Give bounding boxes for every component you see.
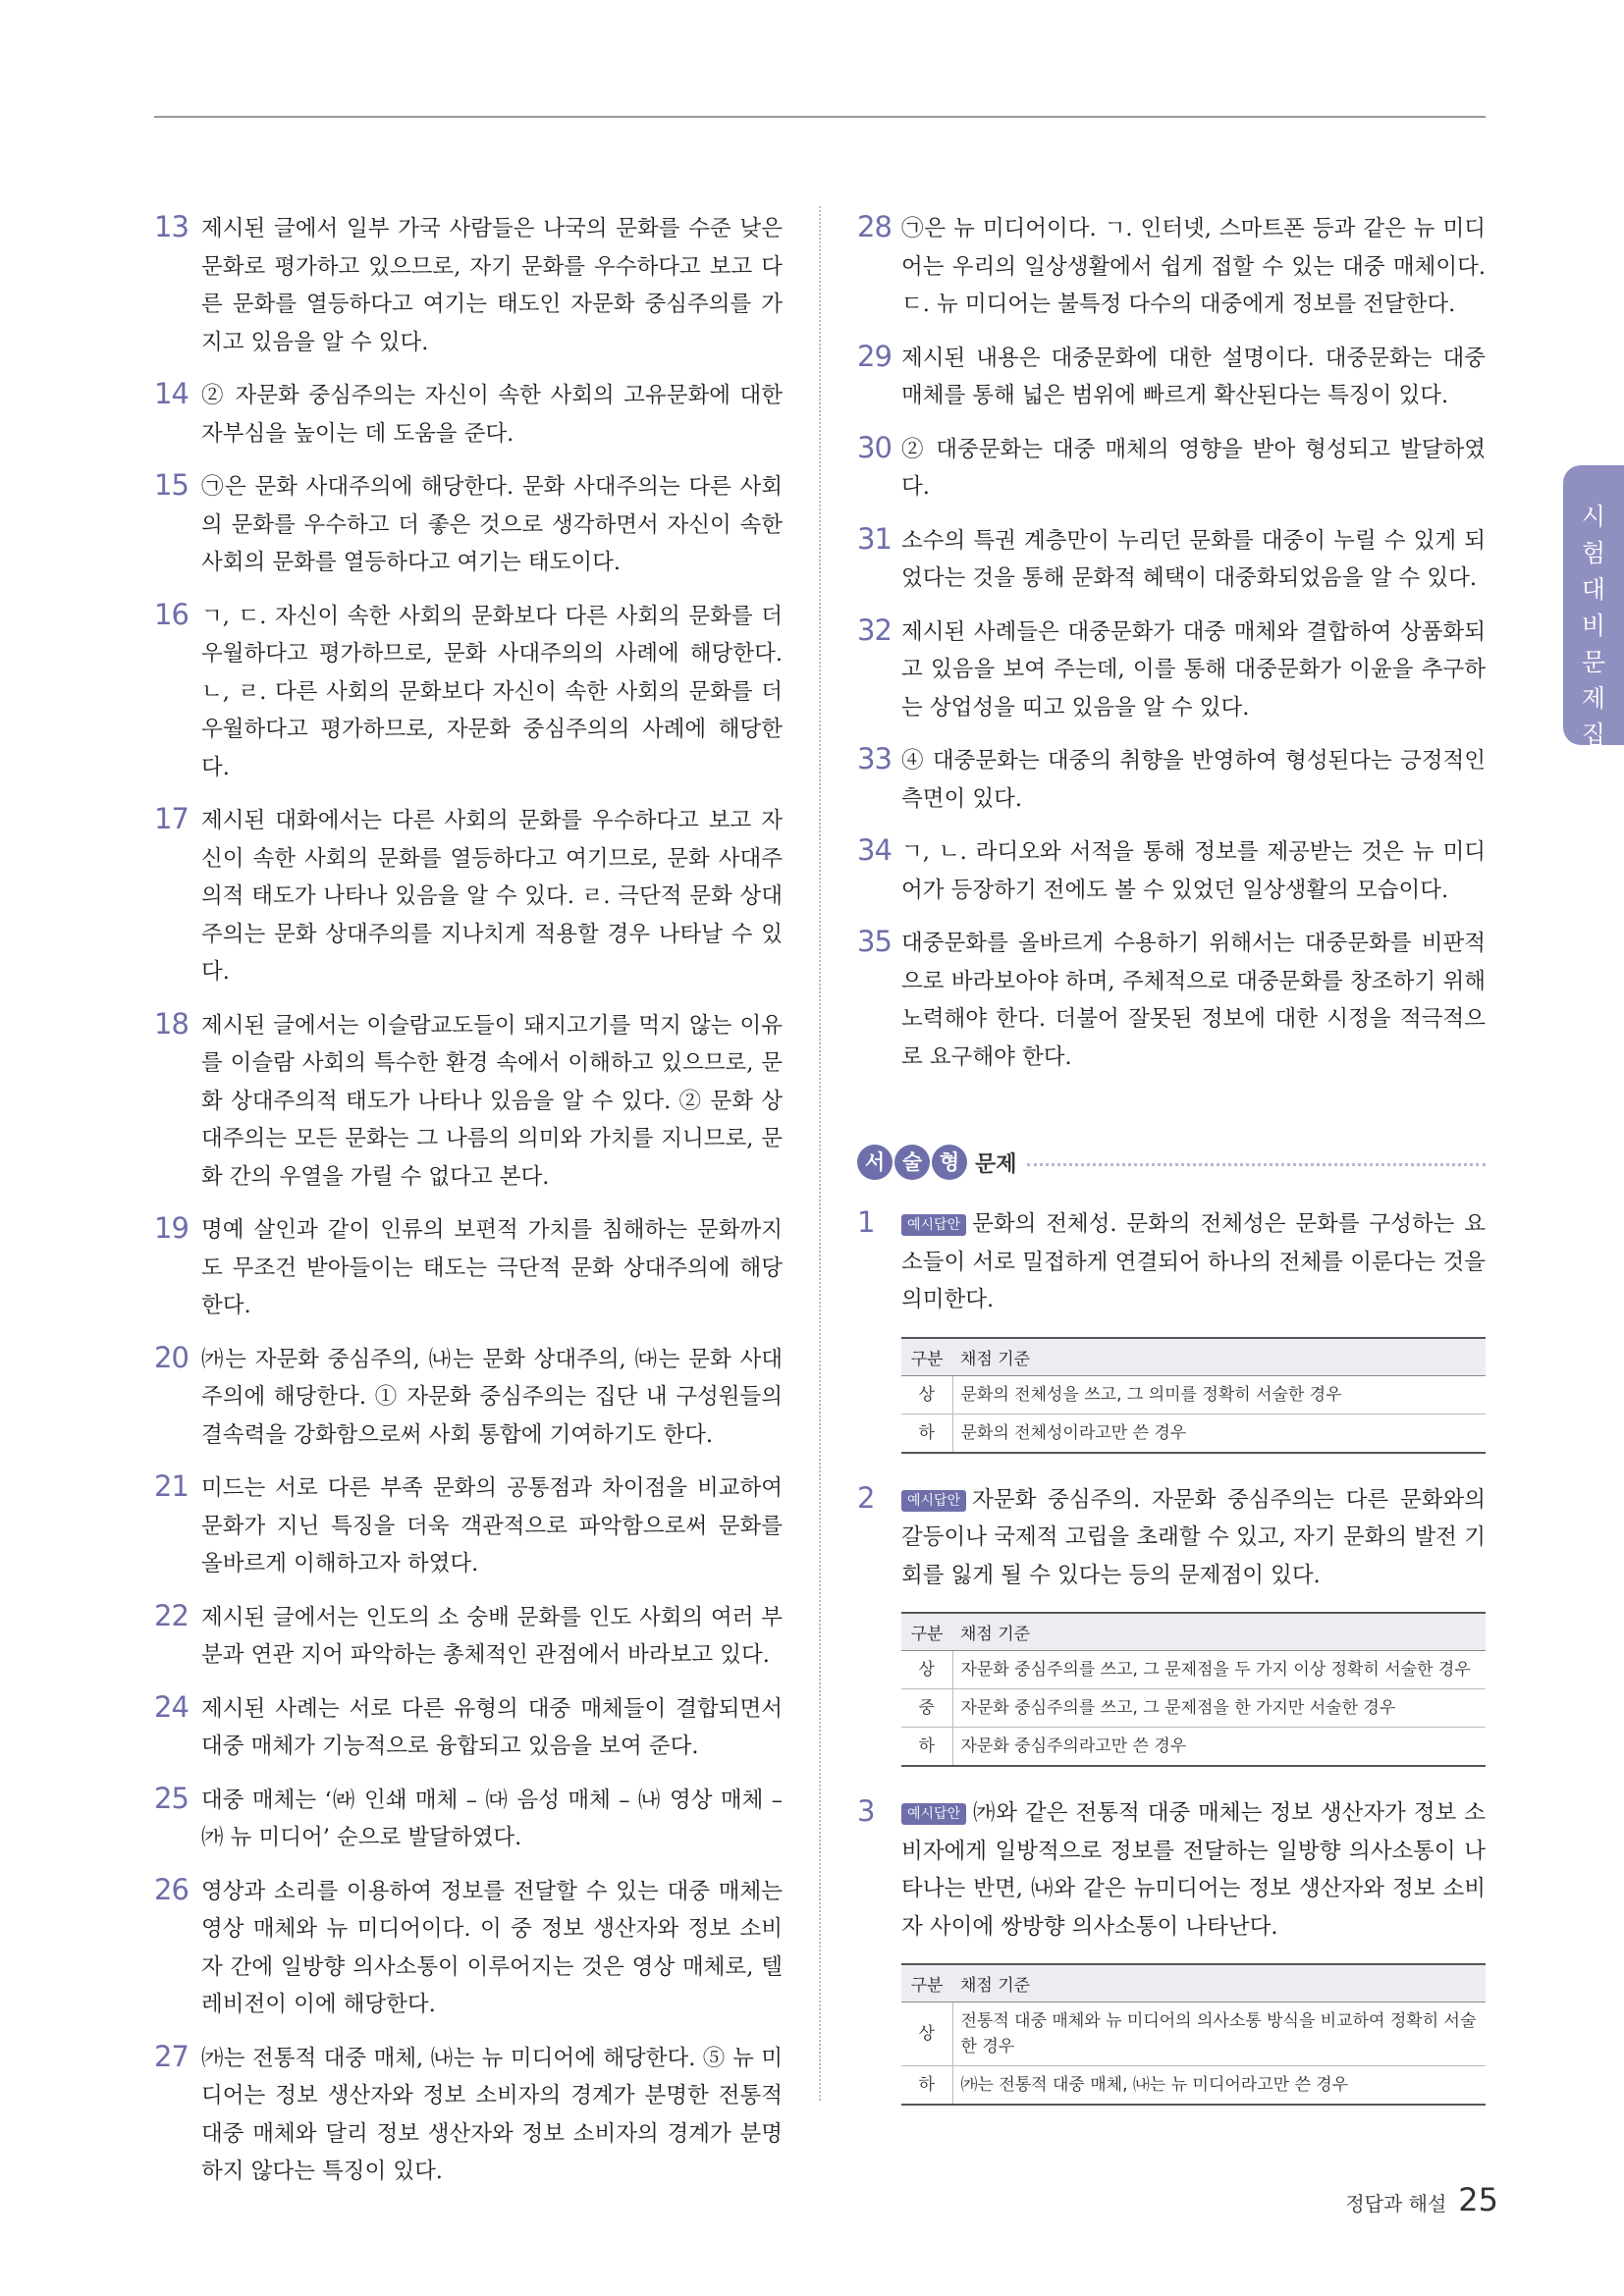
question-25	[154, 1782, 783, 1857]
table-row	[901, 1375, 1486, 1414]
question-text: 제시된 사례는 서로 다른 유형의 대중 매체들이 결합되면서 대중 매체가 기능적으로 융합되고 있음을 보여 준다.	[201, 1695, 783, 1759]
question-24	[154, 1690, 783, 1766]
question-number: 28	[857, 210, 892, 243]
question-text: 제시된 내용은 대중문화에 대한 설명이다. 대중문화는 대중 매체를 통해 넓은 범위에 빠르게 확산된다는 특징이 있다.	[901, 345, 1486, 408]
question-19	[154, 1211, 783, 1325]
question-text: 제시된 글에서는 인도의 소 숭배 문화를 인도 사회의 여러 부분과 연관 지어 파악하는 총체적인 관점에서 바라보고 있다.	[201, 1604, 783, 1668]
question-text: ② 대중문화는 대중 매체의 영향을 받아 형성되고 발달하였다.	[901, 436, 1486, 500]
question-number: 27	[154, 2039, 189, 2073]
header-grade: 구분	[901, 1338, 952, 1376]
sample-answer-tag: 예시답안	[901, 1214, 966, 1236]
header-criteria: 채점 기준	[952, 1964, 1486, 2002]
table-header-row	[901, 1338, 1486, 1376]
essay-answer: ㈎와 같은 전통적 대중 매체는 정보 생산자가 정보 소비자에게 일방적으로 정보를 전달하는 일방향 의사소통이 나타나는 반면, ㈏와 같은 뉴미디어는 정보 생산자와 정보 소비자 사이에 쌍방향 의사소통이 나타난다.	[901, 1800, 1486, 1940]
essay-section-header	[857, 1145, 1486, 1180]
table-row	[901, 1689, 1486, 1728]
question-text: 미드는 서로 다른 부족 문화의 공통점과 차이점을 비교하여 문화가 지닌 특징을 더욱 객관적으로 파악함으로써 문화를 올바르게 이해하고자 하였다.	[201, 1475, 783, 1576]
badge-char: 형	[932, 1145, 967, 1180]
question-number: 30	[857, 430, 892, 464]
grading-table-1	[901, 1337, 1486, 1454]
question-13	[154, 210, 783, 361]
question-number: 20	[154, 1340, 189, 1374]
essay-number: 1	[857, 1205, 876, 1239]
sample-answer-tag: 예시답안	[901, 1490, 966, 1512]
question-16	[154, 598, 783, 787]
table-row	[901, 1728, 1486, 1767]
question-text: ㈎는 전통적 대중 매체, ㈏는 뉴 미디어에 해당한다. ⑤ 뉴 미디어는 정보 생산자와 정보 소비자의 경계가 분명한 전통적 대중 매체와 달리 정보 생산자와 정보 소비자의 경계가 분명하지 않다는 특징이 있다.	[201, 2045, 783, 2184]
header-grade: 구분	[901, 1964, 952, 2002]
table-row	[901, 2002, 1486, 2066]
question-number: 32	[857, 613, 892, 647]
question-text: ㄱ, ㄴ. 라디오와 서적을 통해 정보를 제공받는 것은 뉴 미디어가 등장하기 전에도 볼 수 있었던 일상생활의 모습이다.	[901, 839, 1486, 903]
question-31	[857, 522, 1486, 598]
question-30	[857, 431, 1486, 507]
question-14	[154, 377, 783, 453]
question-number: 18	[154, 1006, 189, 1041]
criteria-cell: 문화의 전체성을 쓰고, 그 의미를 정확히 서술한 경우	[952, 1375, 1486, 1414]
header-grade: 구분	[901, 1613, 952, 1651]
question-29	[857, 340, 1486, 415]
grade-cell: 하	[901, 2066, 952, 2106]
page-footer	[1345, 2181, 1498, 2218]
question-text: 제시된 글에서 일부 가국 사람들은 나국의 문화를 수준 낮은 문화로 평가하고 있으므로, 자기 문화를 우수하다고 보고 다른 문화를 열등하다고 여기는 태도인 자문화 중심주의를 가지고 있음을 알 수 있다.	[201, 216, 783, 355]
essay-number: 2	[857, 1480, 876, 1515]
question-number: 14	[154, 377, 189, 410]
question-number: 34	[857, 833, 892, 867]
question-text: 소수의 특권 계층만이 누리던 문화를 대중이 누릴 수 있게 되었다는 것을 통해 문화적 혜택이 대중화되었음을 알 수 있다.	[901, 527, 1486, 591]
question-number: 29	[857, 339, 892, 373]
question-22	[154, 1599, 783, 1675]
essay-badge	[857, 1145, 967, 1180]
question-number: 35	[857, 925, 892, 958]
question-20	[154, 1341, 783, 1455]
essay-item-2	[857, 1481, 1486, 1595]
grade-cell: 중	[901, 1689, 952, 1728]
criteria-cell: 자문화 중심주의를 쓰고, 그 문제점을 한 가지만 서술한 경우	[952, 1689, 1486, 1728]
question-text: 대중문화를 올바르게 수용하기 위해서는 대중문화를 비판적으로 바라보아야 하며, 주체적으로 대중문화를 창조하기 위해 노력해야 한다. 더불어 잘못된 정보에 대한 시정을 적극적으로 요구해야 한다.	[901, 931, 1486, 1070]
footer-label: 정답과 해설	[1345, 2192, 1447, 2216]
question-27	[154, 2040, 783, 2191]
table-row	[901, 1414, 1486, 1453]
question-text: 제시된 사례들은 대중문화가 대중 매체와 결합하여 상품화되고 있음을 보여 주는데, 이를 통해 대중문화가 이윤을 추구하는 상업성을 띠고 있음을 알 수 있다.	[901, 618, 1486, 721]
question-number: 31	[857, 521, 892, 556]
right-column	[857, 210, 1486, 2133]
question-text: 대중 매체는 ‘㈑ 인쇄 매체 – ㈐ 음성 매체 – ㈏ 영상 매체 – ㈎ 뉴 미디어’ 순으로 발달하였다.	[201, 1787, 783, 1850]
question-number: 24	[154, 1689, 189, 1724]
question-number: 17	[154, 802, 189, 835]
question-text: ㉠은 뉴 미디어이다. ㄱ. 인터넷, 스마트폰 등과 같은 뉴 미디어는 우리의 일상생활에서 쉽게 접할 수 있는 대중 매체이다. ㄷ. 뉴 미디어는 불특정 다수의 대중에게 정보를 전달한다.	[901, 216, 1486, 317]
question-number: 22	[154, 1598, 189, 1632]
page-number: 25	[1458, 2181, 1498, 2218]
side-tab	[1563, 465, 1624, 749]
side-tab-label: 시험대비문제집	[1581, 503, 1606, 749]
question-33	[857, 742, 1486, 818]
question-32	[857, 614, 1486, 727]
question-text: 제시된 대화에서는 다른 사회의 문화를 우수하다고 보고 자신이 속한 사회의 문화를 열등하다고 여기므로, 문화 사대주의적 태도가 나타나 있음을 알 수 있다. ㄹ. 극단적 문화 상대주의는 문화 상대주의를 지나치게 적용할 경우 나타날 수 있다.	[201, 808, 783, 985]
question-text: ㈎는 자문화 중심주의, ㈏는 문화 상대주의, ㈐는 문화 사대주의에 해당한다. ① 자문화 중심주의는 집단 내 구성원들의 결속력을 강화함으로써 사회 통합에 기여하기도 한다.	[201, 1346, 783, 1448]
question-number: 13	[154, 210, 189, 243]
question-number: 15	[154, 468, 189, 502]
question-text: 제시된 글에서는 이슬람교도들이 돼지고기를 먹지 않는 이유를 이슬람 사회의 특수한 환경 속에서 이해하고 있으므로, 문화 상대주의적 태도가 나타나 있음을 알 수 있다. ② 문화 상대주의는 모든 문화는 그 나름의 의미와 가치를 지니므로, 문화 간의 우열을 가릴 수 없다고 본다.	[201, 1012, 783, 1190]
criteria-cell: ㈎는 전통적 대중 매체, ㈏는 뉴 미디어라고만 쓴 경우	[952, 2066, 1486, 2106]
question-15	[154, 468, 783, 582]
question-text: ㄱ, ㄷ. 자신이 속한 사회의 문화보다 다른 사회의 문화를 더 우월하다고 평가하므로, 문화 사대주의의 사례에 해당한다. ㄴ, ㄹ. 다른 사회의 문화보다 자신이 속한 사회의 문화를 더 우월하다고 평가하므로, 자문화 중심주의의 사례에 해당한다.	[201, 603, 783, 780]
grade-cell: 상	[901, 2002, 952, 2066]
essay-item-1	[857, 1205, 1486, 1319]
grading-table-3	[901, 1963, 1486, 2106]
question-text: ④ 대중문화는 대중의 취향을 반영하여 형성된다는 긍정적인 측면이 있다.	[901, 748, 1486, 812]
header-criteria: 채점 기준	[952, 1613, 1486, 1651]
table-row	[901, 2066, 1486, 2106]
column-divider	[819, 206, 821, 2101]
question-34	[857, 833, 1486, 909]
question-text: ㉠은 문화 사대주의에 해당한다. 문화 사대주의는 다른 사회의 문화를 우수하고 더 좋은 것으로 생각하면서 자신이 속한 사회의 문화를 열등하다고 여기는 태도이다.	[201, 474, 783, 575]
table-header-row	[901, 1613, 1486, 1651]
badge-char: 술	[894, 1145, 930, 1180]
question-number: 16	[154, 597, 189, 631]
essay-answer: 문화의 전체성. 문화의 전체성은 문화를 구성하는 요소들이 서로 밀접하게 연결되어 하나의 전체를 이룬다는 것을 의미한다.	[901, 1211, 1486, 1312]
grade-cell: 하	[901, 1728, 952, 1767]
question-text: 영상과 소리를 이용하여 정보를 전달할 수 있는 대중 매체는 영상 매체와 뉴 미디어이다. 이 중 정보 생산자와 정보 소비자 간에 일방향 의사소통이 이루어지는 것은 영상 매체로, 텔레비전이 이에 해당한다.	[201, 1878, 783, 2017]
dotted-leader	[1027, 1163, 1486, 1166]
table-header-row	[901, 1964, 1486, 2002]
header-criteria: 채점 기준	[952, 1338, 1486, 1376]
question-number: 26	[154, 1872, 189, 1906]
grade-cell: 하	[901, 1414, 952, 1453]
sample-answer-tag: 예시답안	[901, 1803, 966, 1825]
criteria-cell: 전통적 대중 매체와 뉴 미디어의 의사소통 방식을 비교하여 정확히 서술한 경우	[952, 2002, 1486, 2066]
criteria-cell: 자문화 중심주의라고만 쓴 경우	[952, 1728, 1486, 1767]
question-18	[154, 1007, 783, 1197]
question-number: 25	[154, 1781, 189, 1815]
essay-number: 3	[857, 1794, 876, 1828]
left-column	[154, 210, 783, 2207]
question-text: ② 자문화 중심주의는 자신이 속한 사회의 고유문화에 대한 자부심을 높이는 데 도움을 준다.	[201, 383, 783, 447]
top-rule	[154, 116, 1486, 118]
grading-table-2	[901, 1612, 1486, 1767]
criteria-cell: 문화의 전체성이라고만 쓴 경우	[952, 1414, 1486, 1453]
question-number: 33	[857, 742, 892, 775]
question-number: 19	[154, 1211, 189, 1245]
table-row	[901, 1651, 1486, 1689]
essay-item-3	[857, 1794, 1486, 1946]
criteria-cell: 자문화 중심주의를 쓰고, 그 문제점을 두 가지 이상 정확히 서술한 경우	[952, 1651, 1486, 1689]
grade-cell: 상	[901, 1651, 952, 1689]
badge-char: 서	[857, 1145, 893, 1180]
question-17	[154, 802, 783, 991]
question-21	[154, 1469, 783, 1583]
essay-answer: 자문화 중심주의. 자문화 중심주의는 다른 문화와의 갈등이나 국제적 고립을 초래할 수 있고, 자기 문화의 발전 기회를 잃게 될 수 있다는 등의 문제점이 있다.	[901, 1486, 1486, 1588]
essay-section-title: 문제	[975, 1151, 1017, 1177]
question-26	[154, 1873, 783, 2024]
grade-cell: 상	[901, 1375, 952, 1414]
question-28	[857, 210, 1486, 324]
question-text: 명예 살인과 같이 인류의 보편적 가치를 침해하는 문화까지도 무조건 받아들이는 태도는 극단적 문화 상대주의에 해당한다.	[201, 1217, 783, 1318]
question-35	[857, 925, 1486, 1076]
question-number: 21	[154, 1469, 189, 1503]
